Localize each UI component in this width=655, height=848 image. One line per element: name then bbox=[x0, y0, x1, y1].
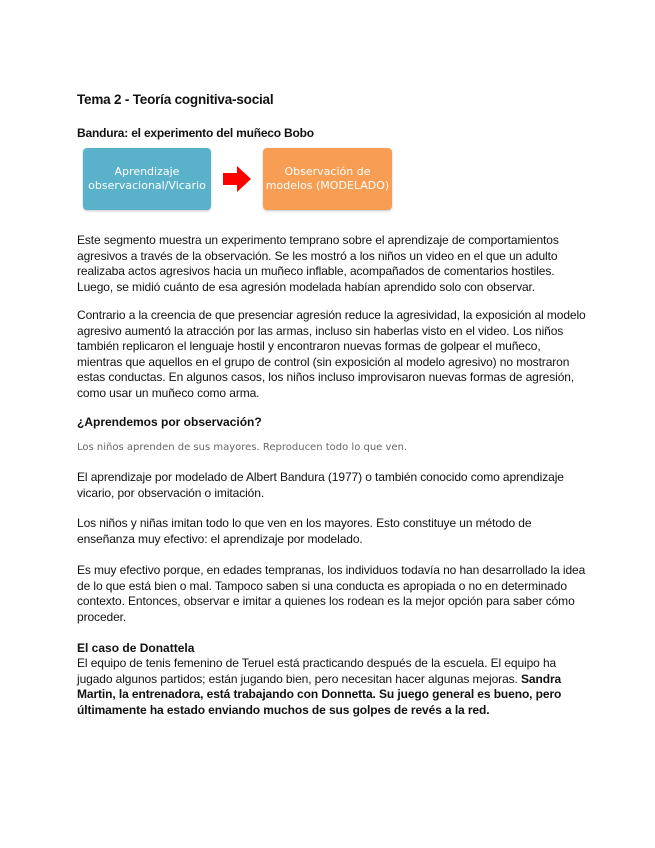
observational-learning-box bbox=[83, 148, 211, 210]
right-arrow-icon bbox=[223, 166, 251, 192]
modeling-box bbox=[263, 148, 392, 210]
page-title: Tema 2 - Teoría cognitiva-social bbox=[77, 92, 274, 107]
case-text: El equipo de tenis femenino de Teruel está practicando después de la escuela. El equipo ha jugado algunos partidos; están jugando bien, pero necesitan hacer algunas mejoras. bbox=[77, 656, 557, 686]
case-bold-text: Sandra Martin, la entrenadora, está trabajando con Donnetta. Su juego general es bueno, pero últimamente ha estado enviando muchos de sus golpes de revés a la red. bbox=[77, 671, 562, 717]
case-paragraph bbox=[77, 656, 587, 718]
paragraph-1: Este segmento muestra un experimento temprano sobre el aprendizaje de comportamientos agresivos a través de la observación. Se les mostró a los niños un video en el que un adulto realizaba actos agresivos hacia un muñeco inflable, acompañados de comentarios hostiles. Luego, se midió cuánto de esa agresión modelada habían aprendido solo con observar. bbox=[77, 233, 559, 294]
box2-line1: Observación de bbox=[284, 165, 371, 178]
paragraph-4: Los niños y niñas imitan todo lo que ven en los mayores. Esto constituye un método de enseñanza muy efectivo: el aprendizaje por modelado. bbox=[77, 516, 532, 546]
box1-line2: observacional/Vicario bbox=[88, 179, 206, 192]
concept-diagram bbox=[83, 148, 395, 214]
case-heading: El caso de Donattela bbox=[77, 641, 195, 655]
paragraph-3: El aprendizaje por modelado de Albert Bandura (1977) o también conocido como aprendizaje vicario, por observación o imitación. bbox=[77, 470, 564, 500]
section-title: Bandura: el experimento del muñeco Bobo bbox=[77, 126, 314, 140]
paragraph-5: Es muy efectivo porque, en edades tempranas, los individuos todavía no han desarrollado la idea de lo que está bien o mal. Tampoco saben si una conducta es apropiada o no en determinado contexto. Entonces, observar e imitar a quienes los rodean es la mejor opción para saber cómo proceder. bbox=[77, 563, 586, 624]
question-heading: ¿Aprendemos por observación? bbox=[77, 415, 262, 429]
paragraph-2: Contrario a la creencia de que presenciar agresión reduce la agresividad, la exposición al modelo agresivo aumentó la atracción por las armas, incluso sin haberlas visto en el video. Los niños también replicaron el lenguaje hostil y encontraron nuevas formas de golpear el muñeco, mientras que aquellos en el grupo de control (sin exposición al modelo agresivo) no mostraron estas conductas. En algunos casos, los niños incluso improvisaron nuevas formas de agresión, como usar un muñeco como arma. bbox=[77, 308, 586, 400]
arrow-shape bbox=[223, 166, 251, 192]
box1-line1: Aprendizaje bbox=[114, 165, 180, 178]
caption-text: Los niños aprenden de sus mayores. Reproducen todo lo que ven. bbox=[77, 442, 408, 453]
box2-line2: modelos (MODELADO) bbox=[265, 179, 390, 192]
